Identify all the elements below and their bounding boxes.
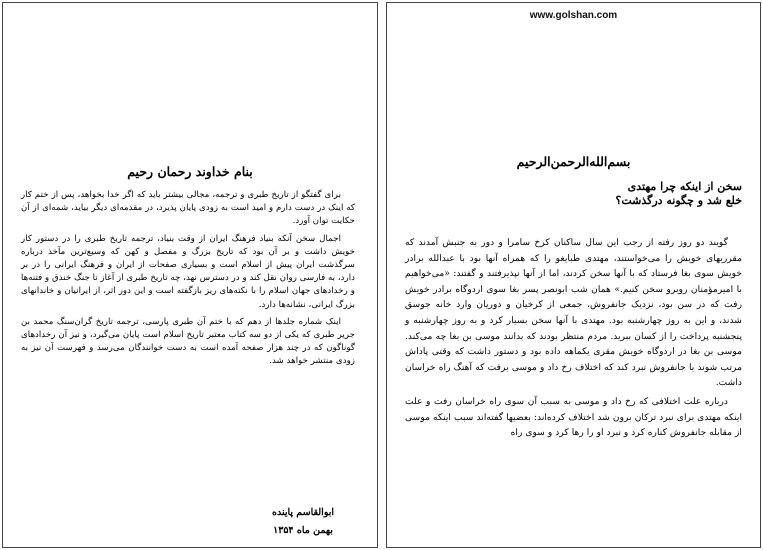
site-url: www.golshan.com (529, 10, 618, 21)
chapter-heading-line: خلع شد و چگونه درگذشت؟ (615, 194, 742, 207)
signature-name: ابوالقاسم پاینده (271, 507, 335, 518)
left-paragraph: برای گفتگو از تاریخ طبری و ترجمه، مجالی بیشتر باید که اگر خدا بخواهد، پس از ختم کار که اینک در دست دارم و امید است به زودی پایان پذیرد، در مقدمه‌ای دیگر بیاید، شمه‌ای از آن حکایت توان آورد. (21, 190, 355, 227)
left-paragraph: اینک شماره جلدها از دهم که با ختم آن طبری پارسی، ترجمه تاریخ گران‌سنگ محمد بن جریر طبری که یکی از دو سه کتاب معتبر تاریخ اسلام است پایان می‌گیرد، و نیز آن رخدادهای گوناگون که در چند هزار صفحه آمده است به دست خوانندگان می‌رسد و فهرست آن نیز به زودی منتشر خواهد شد. (21, 316, 355, 367)
left-paragraph: اجمال سخن آنکه بنیاد فرهنگ ایران از وقت بنیاد، ترجمه تاریخ طبری را در دستور کار خویش داشت و بر آن بود که تاریخ بزرگ و مفصل و کهن که وسیع‌ترین مآخذ درباره سرگذشت ایران پیش از اسلام است و بسیاری صفحات از ایران و فرهنگ ایرانی را در بر دارد، به فارسی روان نقل کند و در دسترس نهد، چه تاریخ طبری از آغاز تا جنگ خندق و فتنه‌ها و رخدادهای جهان اسلام را با نکته‌های ریز بازگفته است و این دور اثر، از ایرانیان و خاندانهای بزرگ ایرانی، نشانه‌ها دارد. (21, 233, 355, 310)
right-page-body (405, 235, 742, 444)
right-page (386, 2, 761, 548)
right-page-title: بسم‌الله‌الرحمن‌الرحیم (516, 154, 631, 169)
signature-date: بهمن ماه ۱۳۵۴ (273, 525, 333, 536)
left-page-body (21, 189, 355, 373)
left-page (2, 2, 378, 548)
chapter-heading-line: سخن از اینکه چرا مهتدی (627, 180, 742, 193)
right-paragraph: درباره علت اختلافی که رخ داد و موسی به سبب آن سوی راه خراسان رفت و علت اینکه مهتدی برای نبرد ترکان برون شد اختلاف کرده‌اند: بعضیها گفته‌اند سبب اینکه موسی از مقابله جانفروش کناره کرد و نبرد او را رها کرد و سوی راه (405, 395, 742, 439)
chapter-heading (447, 180, 742, 208)
right-paragraph: گویند دو روز رفته از رجب این سال ساکنان کرخ سامرا و دور به جنبش آمدند که مقرریهای خویش را می‌خواستند، مهتدی طبایغو را که همراه آنها بود با عبدالله برادر خویش سوی بغا فرستاد که با آنها سخن کردند، اما از آنها نپذیرفتند و گفتند: «می‌خواهیم با امیرمؤمنان روبرو سخن کنیم.» همان شب ابونصر پسر بغا سوی اردوگاه برادر خویش رفت که در سن بود، نزدیک جانفروش، جمعی از کرخیان و دوریان وارد خانه جوسق شدند، و این به روز چهارشنبه بود. مهتدی با آنها سخن بسیار کرد و به روز چهارشنبه و پنجشنبه پرداخت را از کسان ببرید. مردم منتظر بودند که بدانند موسی بن بغا چه می‌کند. موسی بن بغا در اردوگاه خویش مقری یکماهه داده بود و دستور داشت که وقتی پاداش مرتب شوند با جانفروش نبرد کند که اختلاف رخ داد و موسی برفت که آهنگ راه خراسان داشت. (405, 237, 742, 389)
left-page-title: بنام خداوند رحمان رحیم (127, 164, 253, 179)
